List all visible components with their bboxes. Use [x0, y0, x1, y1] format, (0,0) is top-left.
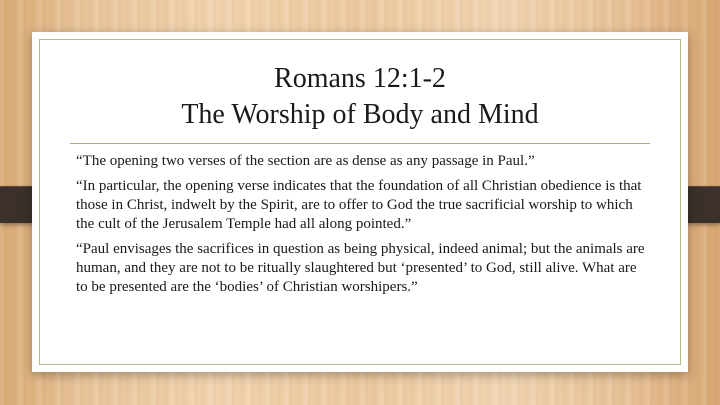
- slide-subtitle: The Worship of Body and Mind: [181, 99, 539, 130]
- slide-card: [32, 32, 688, 372]
- quote-paragraph-1: “The opening two verses of the section are as dense as any passage in Paul.”: [76, 153, 535, 169]
- quote-paragraph-2: “In particular, the opening verse indicates that the foundation of all Christian obedience is that those in Christ, indwelt by the Spirit, are to offer to God the true sacrificial worship to which the cult of the Jerusalem Temple had all along pointed.”: [76, 178, 642, 232]
- quote-paragraph-3: “Paul envisages the sacrifices in question as being physical, indeed animal; but the animals are human, and they are not to be ritually slaughtered but ‘presented’ to God, still alive. What are to be presented are the ‘bodies’ of Christian worshipers.”: [76, 241, 645, 295]
- title-divider: [70, 143, 650, 144]
- slide-body: [76, 152, 648, 303]
- slide-title: Romans 12:1-2: [274, 63, 446, 94]
